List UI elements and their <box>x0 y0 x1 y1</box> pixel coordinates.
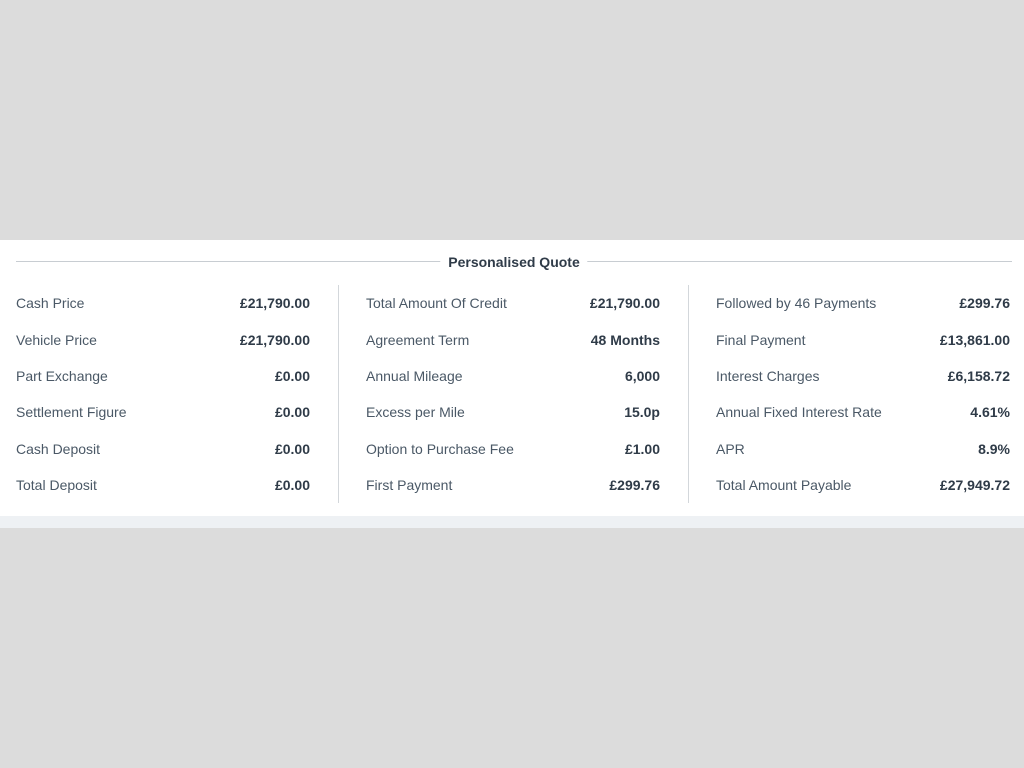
quote-row <box>16 358 310 394</box>
quote-row-value: £0.00 <box>274 367 310 384</box>
quote-row-label: Agreement Term <box>366 331 470 348</box>
quote-row-label: Final Payment <box>716 331 806 348</box>
quote-row-label: Interest Charges <box>716 367 820 384</box>
quote-row-value: £21,790.00 <box>589 295 660 312</box>
quote-row-value: £21,790.00 <box>239 295 310 312</box>
quote-row-value: £1.00 <box>624 440 660 457</box>
quote-row-label: Annual Mileage <box>366 367 463 384</box>
quote-row <box>16 431 310 467</box>
quote-row-label: Option to Purchase Fee <box>366 440 514 457</box>
quote-row <box>366 431 660 467</box>
quote-row-value: 15.0p <box>624 404 660 421</box>
column-divider <box>338 285 339 503</box>
quote-row <box>366 358 660 394</box>
quote-row-label: Cash Deposit <box>16 440 101 457</box>
quote-row-label: Part Exchange <box>16 367 108 384</box>
quote-column-payments <box>716 285 1010 503</box>
quote-row-label: Settlement Figure <box>16 404 127 421</box>
quote-row <box>366 467 660 503</box>
quote-row-value: 8.9% <box>978 440 1010 457</box>
quote-row-label: Cash Price <box>16 295 85 312</box>
quote-row-value: 48 Months <box>590 331 660 348</box>
quote-heading <box>16 252 1012 272</box>
quote-row-value: £299.76 <box>959 295 1010 312</box>
quote-row-label: First Payment <box>366 477 453 494</box>
quote-row <box>716 358 1010 394</box>
quote-row-value: £299.76 <box>609 477 660 494</box>
quote-row <box>716 321 1010 357</box>
quote-row <box>16 285 310 321</box>
quote-row-label: Excess per Mile <box>366 404 465 421</box>
quote-row-value: £6,158.72 <box>947 367 1010 384</box>
column-divider <box>688 285 689 503</box>
quote-row-label: Total Amount Of Credit <box>366 295 507 312</box>
quote-row-value: £0.00 <box>274 440 310 457</box>
quote-row <box>716 285 1010 321</box>
quote-row-label: Total Amount Payable <box>716 477 852 494</box>
personalised-quote-panel <box>0 240 1024 528</box>
quote-column-pricing <box>16 285 310 503</box>
quote-row <box>16 467 310 503</box>
quote-row <box>716 431 1010 467</box>
quote-row <box>366 321 660 357</box>
quote-row-label: Vehicle Price <box>16 331 97 348</box>
quote-row-value: £0.00 <box>274 477 310 494</box>
quote-row-value: £0.00 <box>274 404 310 421</box>
quote-row-label: Total Deposit <box>16 477 97 494</box>
quote-column-credit <box>366 285 660 503</box>
quote-row-value: £21,790.00 <box>239 331 310 348</box>
quote-row-label: APR <box>716 440 745 457</box>
quote-row <box>716 467 1010 503</box>
quote-row <box>366 394 660 430</box>
quote-row <box>16 394 310 430</box>
quote-row-value: £13,861.00 <box>939 331 1010 348</box>
quote-row <box>716 394 1010 430</box>
quote-row-value: £27,949.72 <box>939 477 1010 494</box>
quote-row-value: 6,000 <box>624 367 660 384</box>
quote-row-label: Followed by 46 Payments <box>716 295 877 312</box>
quote-row <box>16 321 310 357</box>
quote-row-value: 4.61% <box>970 404 1010 421</box>
quote-row <box>366 285 660 321</box>
quote-row-label: Annual Fixed Interest Rate <box>716 404 882 421</box>
quote-title: Personalised Quote <box>440 252 587 272</box>
